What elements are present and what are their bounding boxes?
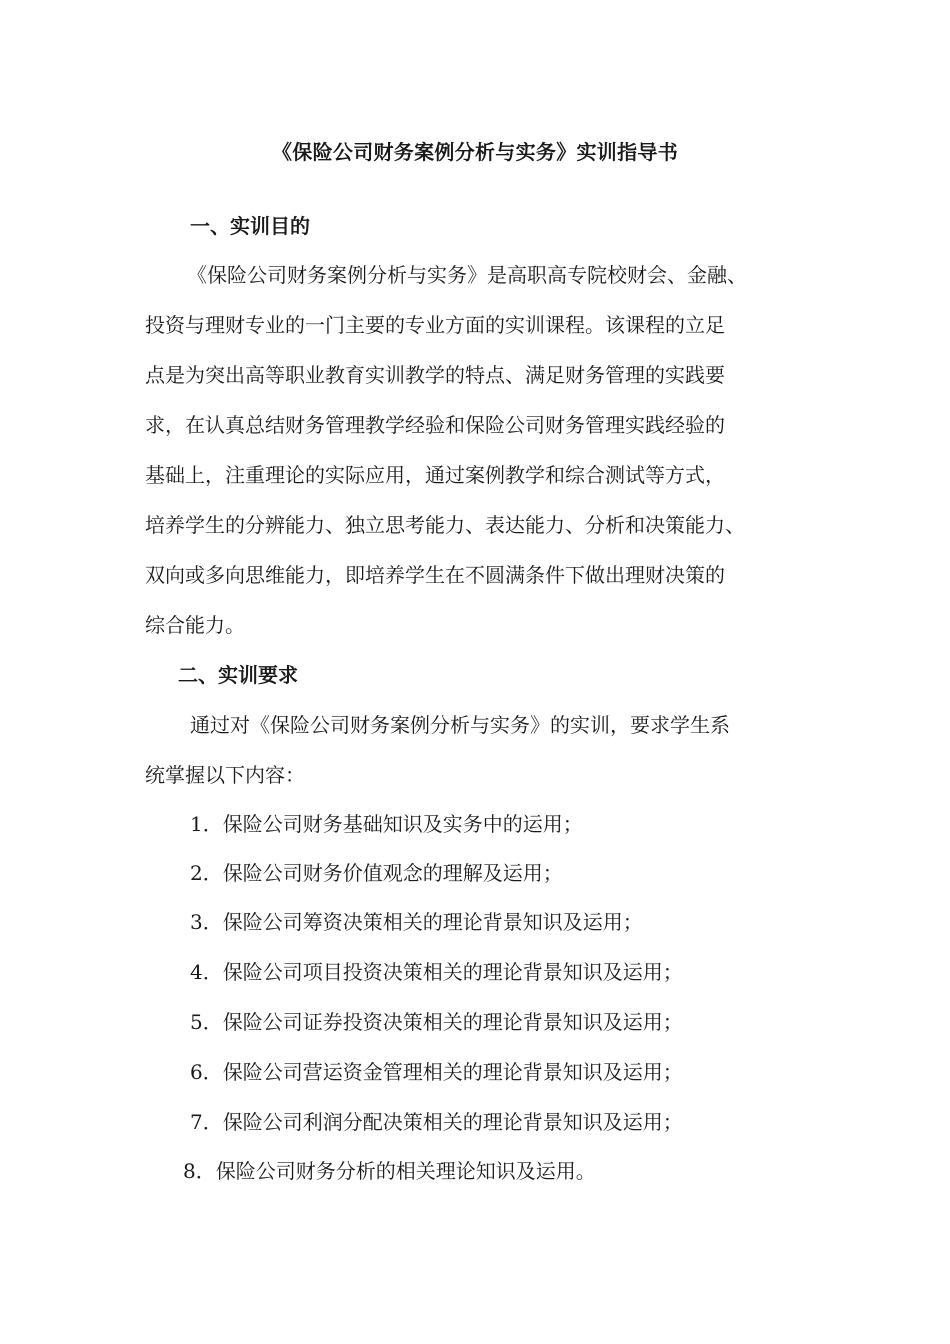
list-item: 4．保险公司项目投资决策相关的理论背景知识及运用；: [190, 960, 683, 984]
list-item: 6．保险公司营运资金管理相关的理论背景知识及运用；: [190, 1060, 683, 1084]
list-item: 1．保险公司财务基础知识及实务中的运用；: [190, 812, 583, 836]
list-item: 7．保险公司利润分配决策相关的理论背景知识及运用；: [190, 1110, 683, 1134]
paragraph-line: 《保险公司财务案例分析与实务》是高职高专院校财会、金融、: [187, 263, 747, 287]
paragraph-line: 求，在认真总结财务管理教学经验和保险公司财务管理实践经验的: [145, 413, 725, 437]
section-heading-requirements: 二、实训要求: [178, 663, 298, 687]
section-heading-purpose: 一、实训目的: [190, 214, 310, 238]
intro-line: 统掌握以下内容：: [145, 763, 305, 787]
list-item: 5．保险公司证券投资决策相关的理论背景知识及运用；: [190, 1010, 683, 1034]
list-item: 8．保险公司财务分析的相关理论知识及运用。: [183, 1159, 596, 1183]
document-title: 《保险公司财务案例分析与实务》实训指导书: [272, 140, 678, 164]
paragraph-line: 点是为突出高等职业教育实训教学的特点、满足财务管理的实践要: [145, 363, 725, 387]
paragraph-line: 基础上，注重理论的实际应用，通过案例教学和综合测试等方式，: [145, 463, 725, 487]
list-item: 3．保险公司筹资决策相关的理论背景知识及运用；: [190, 910, 643, 934]
list-item: 2．保险公司财务价值观念的理解及运用；: [190, 861, 563, 885]
paragraph-line: 综合能力。: [145, 613, 245, 637]
paragraph-line: 双向或多向思维能力，即培养学生在不圆满条件下做出理财决策的: [145, 563, 725, 587]
intro-line: 通过对《保险公司财务案例分析与实务》的实训，要求学生系: [190, 713, 730, 737]
paragraph-line: 投资与理财专业的一门主要的专业方面的实训课程。该课程的立足: [145, 313, 725, 337]
paragraph-line: 培养学生的分辨能力、独立思考能力、表达能力、分析和决策能力、: [145, 513, 745, 537]
